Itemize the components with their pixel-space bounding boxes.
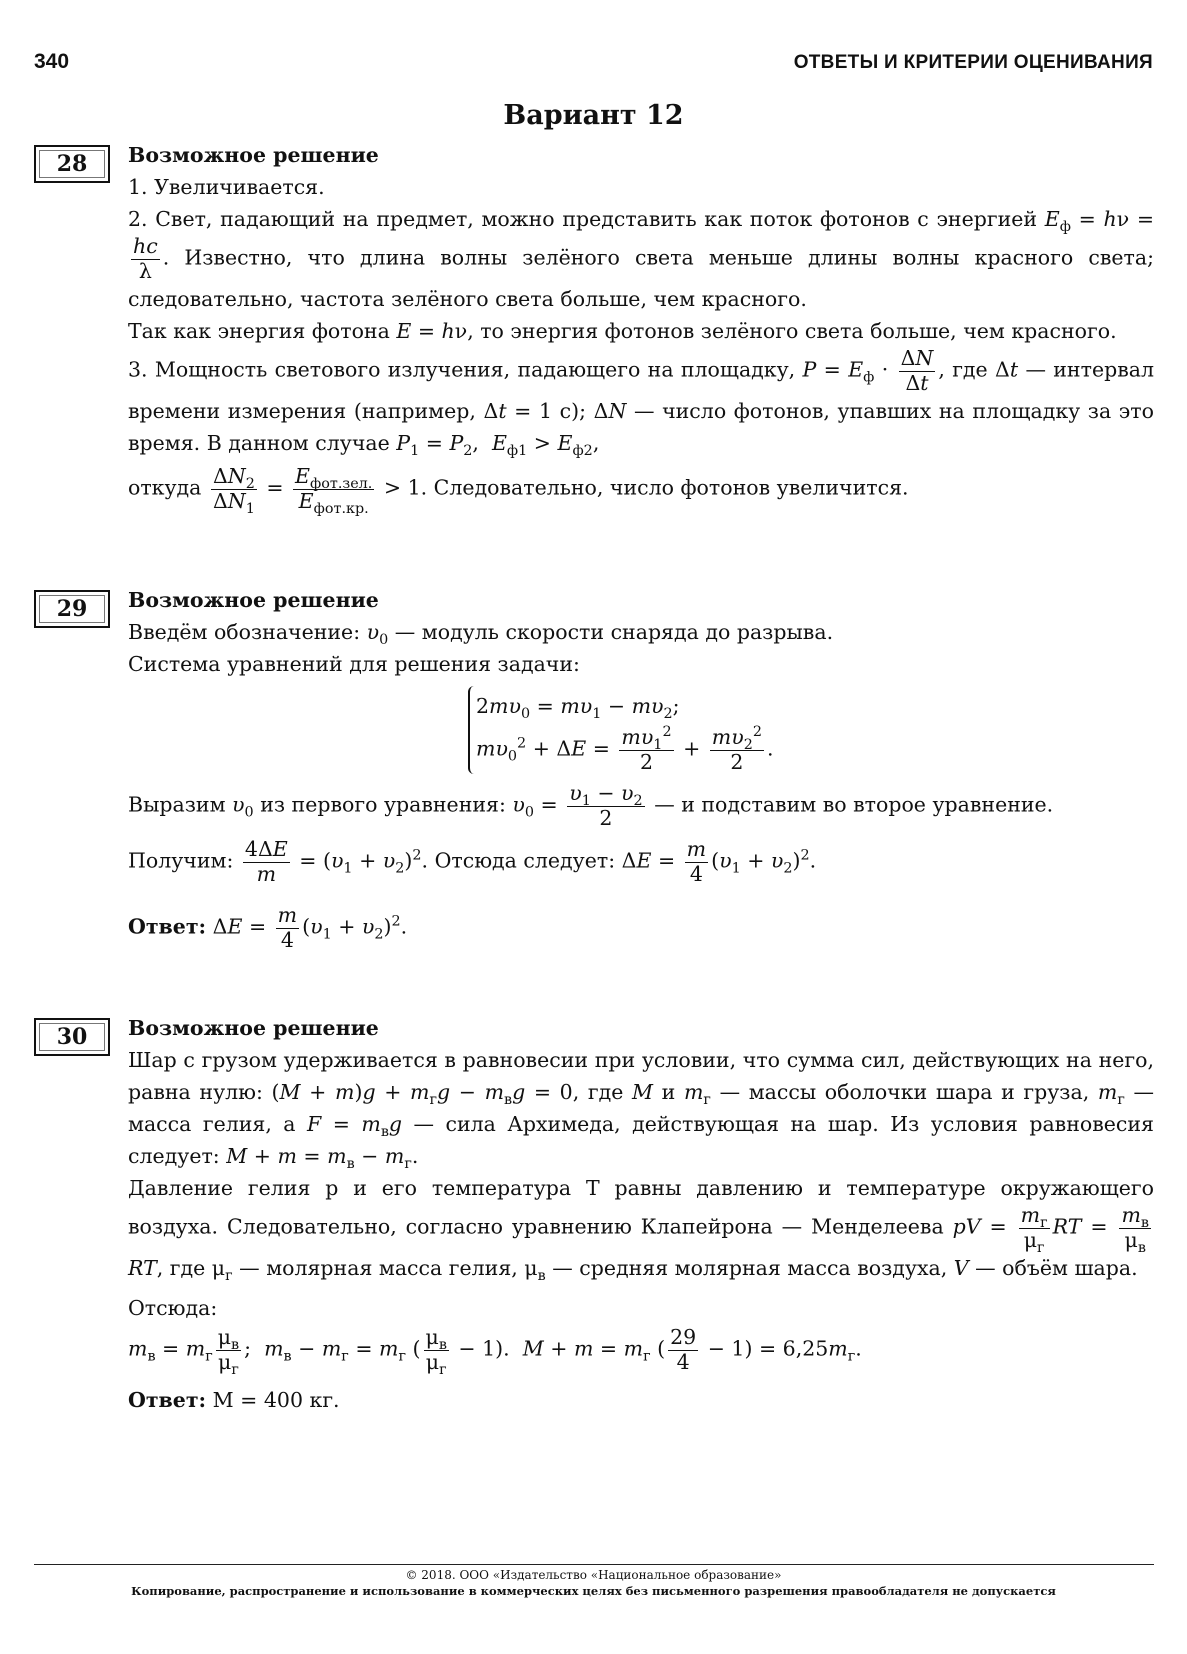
task-29-express: Выразим $\upsilon_0$ из первого уравнения: $\upsilon_0$ = $\frac{\upsilon_1 - \upsilon_2}{2}$ — и подставим во второе уравнение. [128,781,1054,830]
task-29-result: Получим: $\frac{4\Delta E}{m}$ = $(\upsilon_1 + \upsilon_2)^2$. Отсюда следует: ΔE = $\frac{m}{4}$ $(\upsilon_1 + \upsilon_2)^2$. [128,837,817,886]
task-number-30: 30 [34,1018,110,1056]
task-30-answer: Ответ: M = 400 кг. [128,1388,340,1413]
task-30-hence: Отсюда: [128,1296,218,1321]
task-29-solution [128,584,1154,953]
task-28-subtitle: Возможное решение [128,143,379,167]
task-29-notation: Введём обозначение: $\upsilon_0$ — модуль скорости снаряда до разрыва. [128,620,834,649]
task-30-subtitle: Возможное решение [128,1016,379,1040]
task-number-29: 29 [34,590,110,628]
task-28-item-2: 2. Свет, падающий на предмет, можно представить как поток фотонов с энергией $E_ф = h\nu$ = $\frac{hc}{\lambda}$ . Известно, что длина волны зелёного света меньше длины волны красного света; следовательно, частота зелёного света больше, чем красного. [128,207,1155,312]
equation-system: $2m\upsilon_0 = m\upsilon_1 - m\upsilon_2$; $m\upsilon_0^2 + \Delta E$ = $\frac{m\upsilon_1^2}{2}$ + $\frac{m\upsilon_2^2}{2}$ . [128,686,1154,774]
task-28-conclusion: откуда $\frac{\Delta N_2}{\Delta N_1}$ = $\frac{E_{фот.зел.}}{E_{фот.кр.}}$ > 1. Следовательно, число фотонов увеличится. [128,464,909,517]
footer-divider [34,1564,1154,1565]
task-30-solution [128,1012,1154,1416]
variant-title: Вариант 12 [503,100,684,131]
task-28-item-1: 1. Увеличивается. [128,175,325,199]
task-29-system-intro: Система уравнений для решения задачи: [128,652,580,676]
task-28-item-2-cont: Так как энергия фотона E = hν, то энергия фотонов зелёного света больше, чем красного. [128,319,1117,344]
footer-copyright: © 2018. ООО «Издательство «Национальное образование» [405,1568,782,1582]
task-29-answer: Ответ: ΔE = $\frac{m}{4}$ $(\upsilon_1 + \upsilon_2)^2$. [128,903,408,952]
page-number: 340 [34,50,70,73]
task-30-final-equation: $m_в = m_г$ $\frac{\mu_в}{\mu_г}$ ; $m_в - m_г = m_г$ ( $\frac{\mu_в}{\mu_г}$ − 1). $M + m = m_г$ ( $\frac{29}{4}$ − $1) = 6,25m_г$. [128,1325,862,1378]
footer-notice: Копирование, распространение и использование в коммерческих целях без письменного разрешения правообладателя не допускается [131,1584,1056,1598]
task-number-28: 28 [34,145,110,183]
task-29-subtitle: Возможное решение [128,588,379,612]
section-title: ОТВЕТЫ И КРИТЕРИИ ОЦЕНИВАНИЯ [793,52,1153,73]
task-30-equilibrium: Шар с грузом удерживается в равновесии при условии, что сумма сил, действующих на него, равна нулю: $(M + m)g + m_гg - m_вg = 0$, где M и $m_г$ — массы оболочки шара и груза, $m_г$ — масса гелия, а $F = m_вg$ — сила Архимеда, действующая на шар. Из условия равновесия следует: $M + m = m_в - m_г$. [128,1048,1154,1173]
task-30-clapeyron: Давление гелия p и его температура T равны давлению и температуре окружающего воздуха. Следовательно, согласно уравнению Клапейрона — Менделеева pV = $\frac{m_г}{\mu_г}$ RT = $\frac{m_в}{\mu_в}$ RT, где $\mu_г$ — молярная масса гелия, $\mu_в$ — средняя молярная масса воздуха, V — объём шара. [128,1176,1154,1285]
task-28-solution [128,139,1155,517]
task-28-item-3: 3. Мощность светового излучения, падающего на площадку, $P = E_ф$ · $\frac{\Delta N}{\Delta t}$ , где Δt — интервал времени измерения (например, Δt = 1 с); ΔN — число фотонов, упавших на площадку за это время. В данном случае $P_1 = P_2$, $E_{ф1} > E_{ф2}$, [128,346,1154,460]
